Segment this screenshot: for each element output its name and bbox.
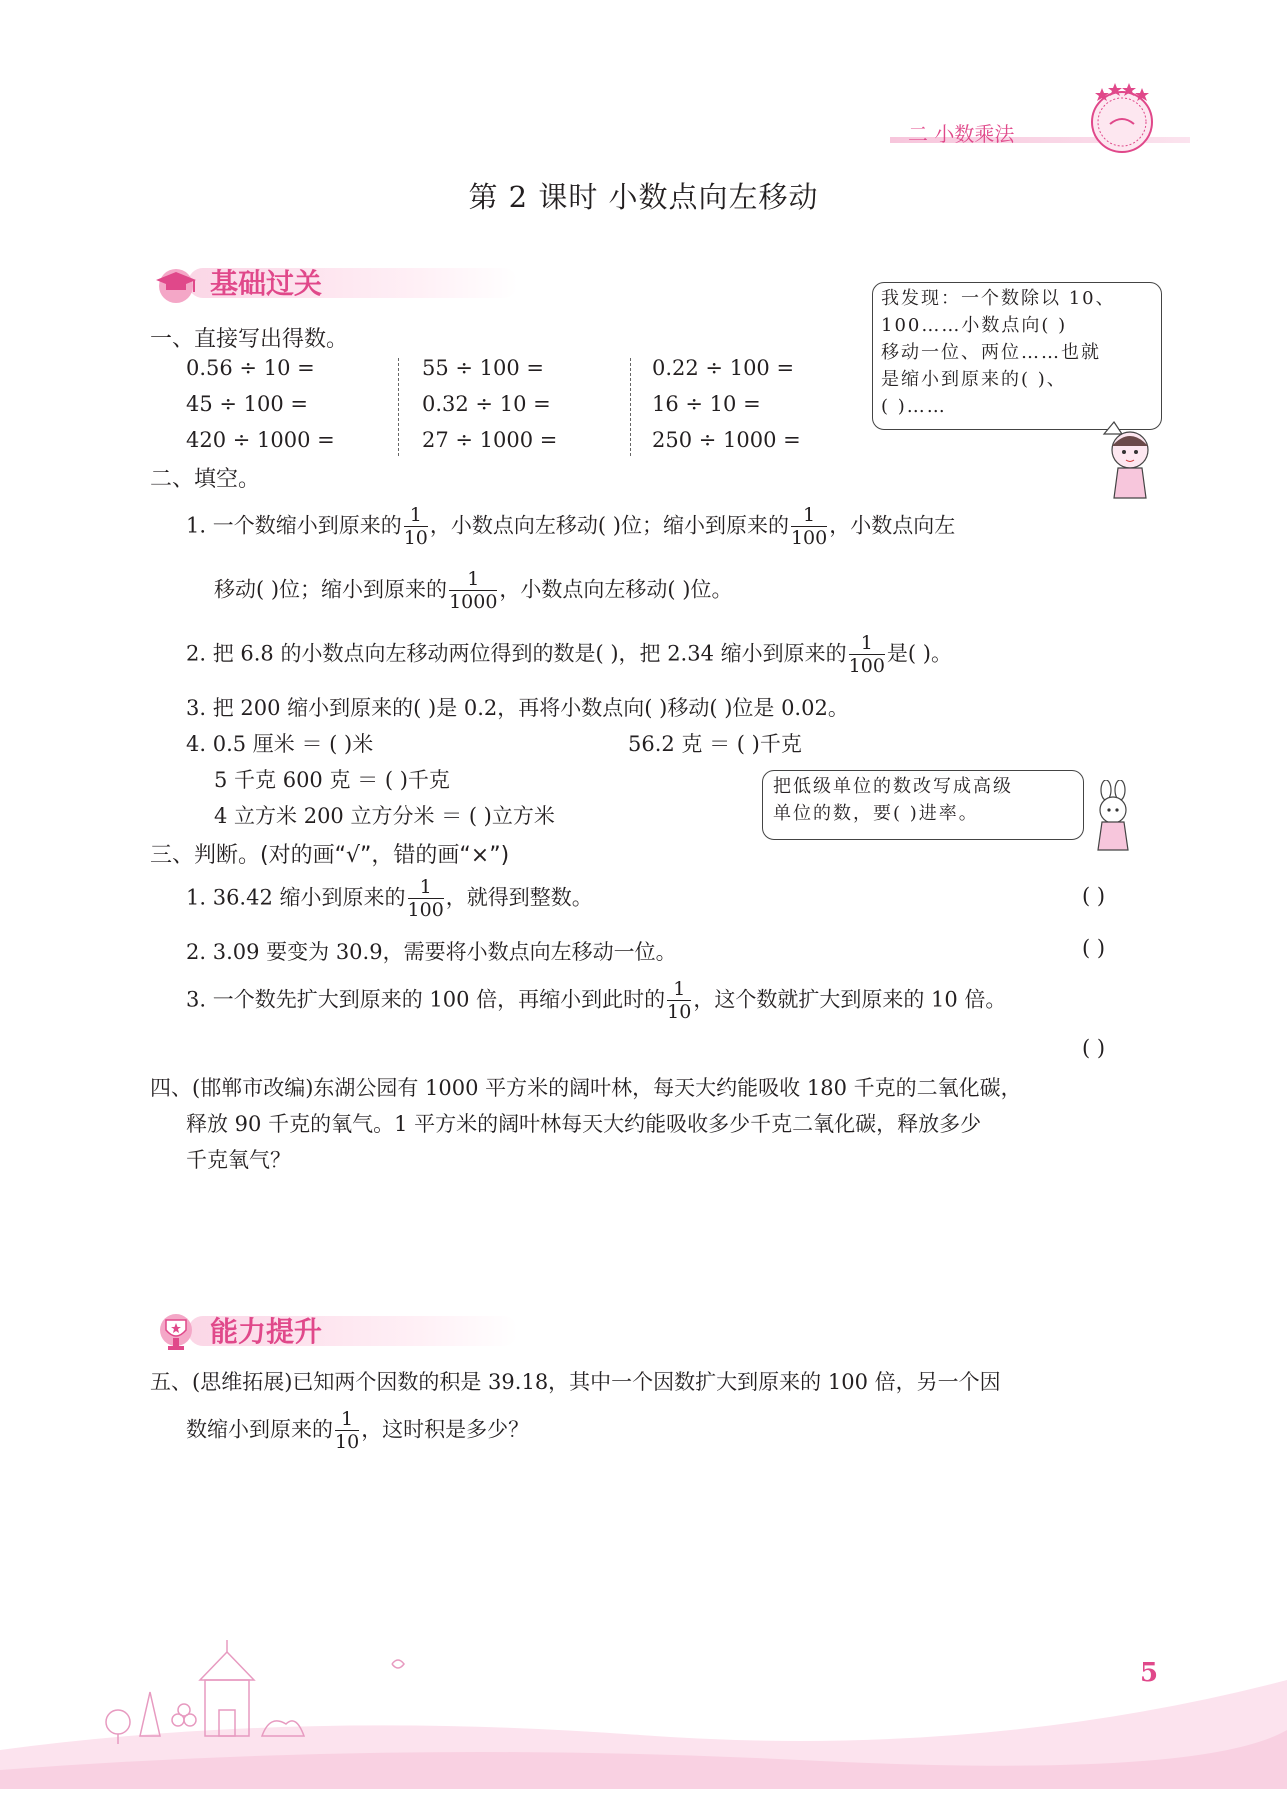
page-title: 第 2 课时 小数点向左移动	[468, 180, 819, 214]
q2-item-4b: 56.2 克 ＝ ( )千克	[628, 732, 802, 756]
calc-item: 27 ÷ 1000 =	[422, 428, 558, 452]
calc-item: 55 ÷ 100 =	[422, 356, 545, 380]
q1-col1	[186, 356, 335, 464]
tip-bubble-unit	[762, 770, 1084, 840]
girl-character-illustration	[1100, 420, 1160, 508]
q2-item-1-line1: 1. 一个数缩小到原来的 $\frac{1}{10}$ ，小数点向左移动( )位；缩小到原来的 $\frac{1}{100}$ ，小数点向左	[186, 504, 956, 549]
calc-item: 420 ÷ 1000 =	[186, 428, 335, 452]
calc-item: 45 ÷ 100 =	[186, 392, 309, 416]
q5-line2: 数缩小到原来的 $\frac{1}{10}$ ，这时积是多少？	[186, 1408, 530, 1453]
fraction-1-100: $\frac{1}{100}$	[848, 632, 885, 677]
q3-item-3: 3. 一个数先扩大到原来的 100 倍，再缩小到此时的 $\frac{1}{10}$ ，这个数就扩大到原来的 10 倍。	[186, 978, 1007, 1023]
q1-col2	[422, 356, 557, 464]
answer-paren[interactable]: ( )	[1082, 1036, 1106, 1060]
q2-item-4c: 5 千克 600 克 ＝ ( )千克	[214, 768, 450, 792]
page-number: 5	[1140, 1658, 1159, 1688]
q2-item-3: 3. 把 200 缩小到原来的( )是 0.2，再将小数点向( )移动( )位是 0.02。	[186, 696, 849, 720]
divider	[398, 358, 399, 456]
q2-item-2: 2. 把 6.8 的小数点向左移动两位得到的数是( )，把 2.34 缩小到原来的 $\frac{1}{100}$ 是( )。	[186, 632, 952, 677]
q2-title: 二、填空。	[150, 467, 261, 492]
answer-paren[interactable]: ( )	[1082, 936, 1106, 960]
q2-item-1-line2: 移动( )位；缩小到原来的 $\frac{1}{1000}$ ，小数点向左移动( )位。	[214, 568, 733, 613]
q4-line: 释放 90 千克的氧气。1 平方米的阔叶林每天大约能吸收多少千克二氧化碳，释放多少	[186, 1112, 982, 1136]
fraction-1-100: $\frac{1}{100}$	[407, 876, 444, 921]
tip-line: 移动一位、两位……也就	[881, 342, 1101, 363]
calc-item: 0.32 ÷ 10 =	[422, 392, 551, 416]
fraction-1-10: $\frac{1}{10}$	[667, 978, 692, 1023]
tip-line: 单位的数，要( )进率。	[773, 803, 979, 824]
q2-item-4d: 4 立方米 200 立方分米 ＝ ( )立方米	[214, 804, 555, 828]
section-title-basic: 基础过关	[210, 267, 323, 300]
q1-col3	[652, 356, 801, 464]
q2-item-4a: 4. 0.5 厘米 ＝ ( )米	[186, 732, 374, 756]
q3-item-1: 1. 36.42 缩小到原来的 $\frac{1}{100}$ ，就得到整数。	[186, 876, 593, 921]
tip-bubble-discovery	[872, 282, 1162, 430]
footer-decoration	[0, 1640, 1287, 1795]
q3-item-2: 2. 3.09 要变为 30.9，需要将小数点向左移动一位。	[186, 940, 677, 964]
graduation-cap-icon	[148, 264, 204, 310]
tip-line: 我发现：一个数除以 10、	[881, 288, 1116, 309]
calc-item: 16 ÷ 10 =	[652, 392, 761, 416]
tip-line: ( )……	[881, 396, 947, 417]
rabbit-character-illustration	[1088, 780, 1138, 858]
fraction-1-10: $\frac{1}{10}$	[403, 504, 428, 549]
calc-item: 0.56 ÷ 10 =	[186, 356, 315, 380]
calc-item: 0.22 ÷ 100 =	[652, 356, 795, 380]
divider	[630, 358, 631, 456]
q4-line: 千克氧气？	[186, 1148, 291, 1172]
q3-title: 三、判断。(对的画“√”，错的画“×”)	[150, 843, 510, 868]
tip-line: 100……小数点向( )	[881, 315, 1068, 336]
tip-line: 是缩小到原来的( )、	[881, 369, 1067, 390]
tip-line: 把低级单位的数改写成高级	[773, 776, 1013, 797]
trophy-icon	[148, 1312, 204, 1360]
section-tab-basic	[148, 262, 528, 300]
q4-problem	[150, 1070, 1160, 1178]
calc-item: 250 ÷ 1000 =	[652, 428, 801, 452]
q1-title: 一、直接写出得数。	[150, 327, 349, 352]
section-title-advanced: 能力提升	[210, 1315, 323, 1348]
answer-paren[interactable]: ( )	[1082, 884, 1106, 908]
q5-line1: 五、(思维拓展)已知两个因数的积是 39.18，其中一个因数扩大到原来的 100 倍，另一个因	[150, 1370, 1001, 1394]
q4-line: 四、(邯郸市改编)东湖公园有 1000 平方米的阔叶林，每天大约能吸收 180 千克的二氧化碳，	[150, 1076, 1022, 1100]
publisher-logo	[1082, 78, 1162, 164]
fraction-1-1000: $\frac{1}{1000}$	[449, 568, 498, 613]
fraction-1-10: $\frac{1}{10}$	[335, 1408, 360, 1453]
chapter-label: 二 小数乘法	[908, 122, 1015, 146]
fraction-1-100: $\frac{1}{100}$	[790, 504, 828, 549]
section-tab-advanced	[148, 1310, 528, 1348]
